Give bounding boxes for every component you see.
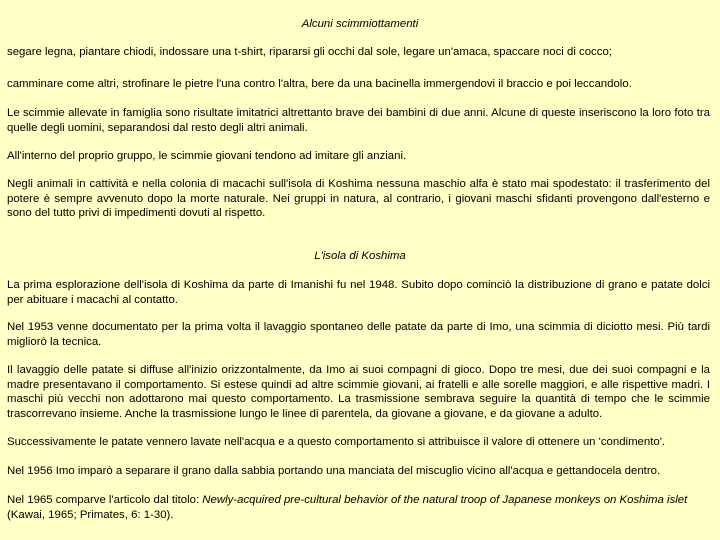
paragraph-group-imitation: All'interno del proprio gruppo, le scimmie giovani tendono ad imitare gli anziani. <box>7 150 407 162</box>
citation-prefix: Nel 1965 comparve l'articolo dal titolo: <box>7 494 203 506</box>
paragraph-condiment: Successivamente le patate vennero lavate nell'acqua e a questo comportamento si attribuisce il valore di ottenere un 'condimento'. <box>7 436 666 448</box>
paragraph-imitation-behaviors: camminare come altri, strofinare le pietre l'una contro l'altra, bere da una bacinella immergendovi il braccio e poi leccandolo. <box>7 78 632 90</box>
paragraph-actions-list: segare legna, piantare chiodi, indossare una t-shirt, ripararsi gli occhi dal sole, legare un'amaca, spaccare noci di cocco; <box>7 46 612 58</box>
paragraph-alpha-male: Negli animali in cattività e nella colonia di macachi sull'isola di Koshima nessuna maschio alfa è stato mai spodestato: il trasferimento del potere è sempre avvenuto dopo la morte naturale. Nei gruppi in natura, al contrario, i giovani maschi sfidanti provengono dall'esterno e sono del tutto privi di impedimenti dovuti al rispetto. <box>7 178 710 220</box>
article-title: Newly-acquired pre-cultural behavior of the natural troop of Japanese monkeys on Koshima islet <box>202 494 688 506</box>
paragraph-potato-washing-1953: Nel 1953 venne documentato per la prima volta il lavaggio spontaneo delle patate da parte di Imo, una scimmia di diciotto mesi. Più tardi migliorò la tecnica. <box>7 321 710 348</box>
section-title-scimmiottamenti: Alcuni scimmiottamenti <box>301 18 419 30</box>
paragraph-transmission: Il lavaggio delle patate si diffuse all'inizio orizzontalmente, da Imo ai suoi compagni di gioco. Dopo tre mesi, due dei suoi compagni e la madre presentavano il comportamento. Si estese quindi ad altre scimmie giovani, ai fratelli e alle sorelle maggiori, e alle rispettive madri. I maschi più vecchi non adottarono mai questo comportamento. La trasmissione sembrava seguire la quantità di tempo che le scimmie trascorrevano insieme. Anche la trasmissione lungo le linee di parentela, da giovane a giovane, e da giovane a adulto. <box>7 364 710 420</box>
section-title-koshima: L'isola di Koshima <box>314 250 406 262</box>
paragraph-raised-monkeys: Le scimmie allevate in famiglia sono risultate imitatrici altrettanto brave dei bambini di due anni. Alcune di queste inseriscono la loro foto tra quelle degli uomini, separandosi dal resto degli altri animali. <box>7 107 710 134</box>
paragraph-grain-separation-1956: Nel 1956 Imo imparò a separare il grano dalla sabbia portando una manciata del miscuglio vicino all'acqua e gettandocela dentro. <box>7 465 661 477</box>
citation-suffix: (Kawai, 1965; Primates, 6: 1-30). <box>7 508 174 521</box>
paragraph-kawai-article <box>7 493 710 522</box>
paragraph-first-exploration: La prima esplorazione dell'isola di Koshima da parte di Imanishi fu nel 1948. Subito dopo cominciò la distribuzione di grano e patate dolci per abituare i macachi al contatto. <box>7 279 710 306</box>
